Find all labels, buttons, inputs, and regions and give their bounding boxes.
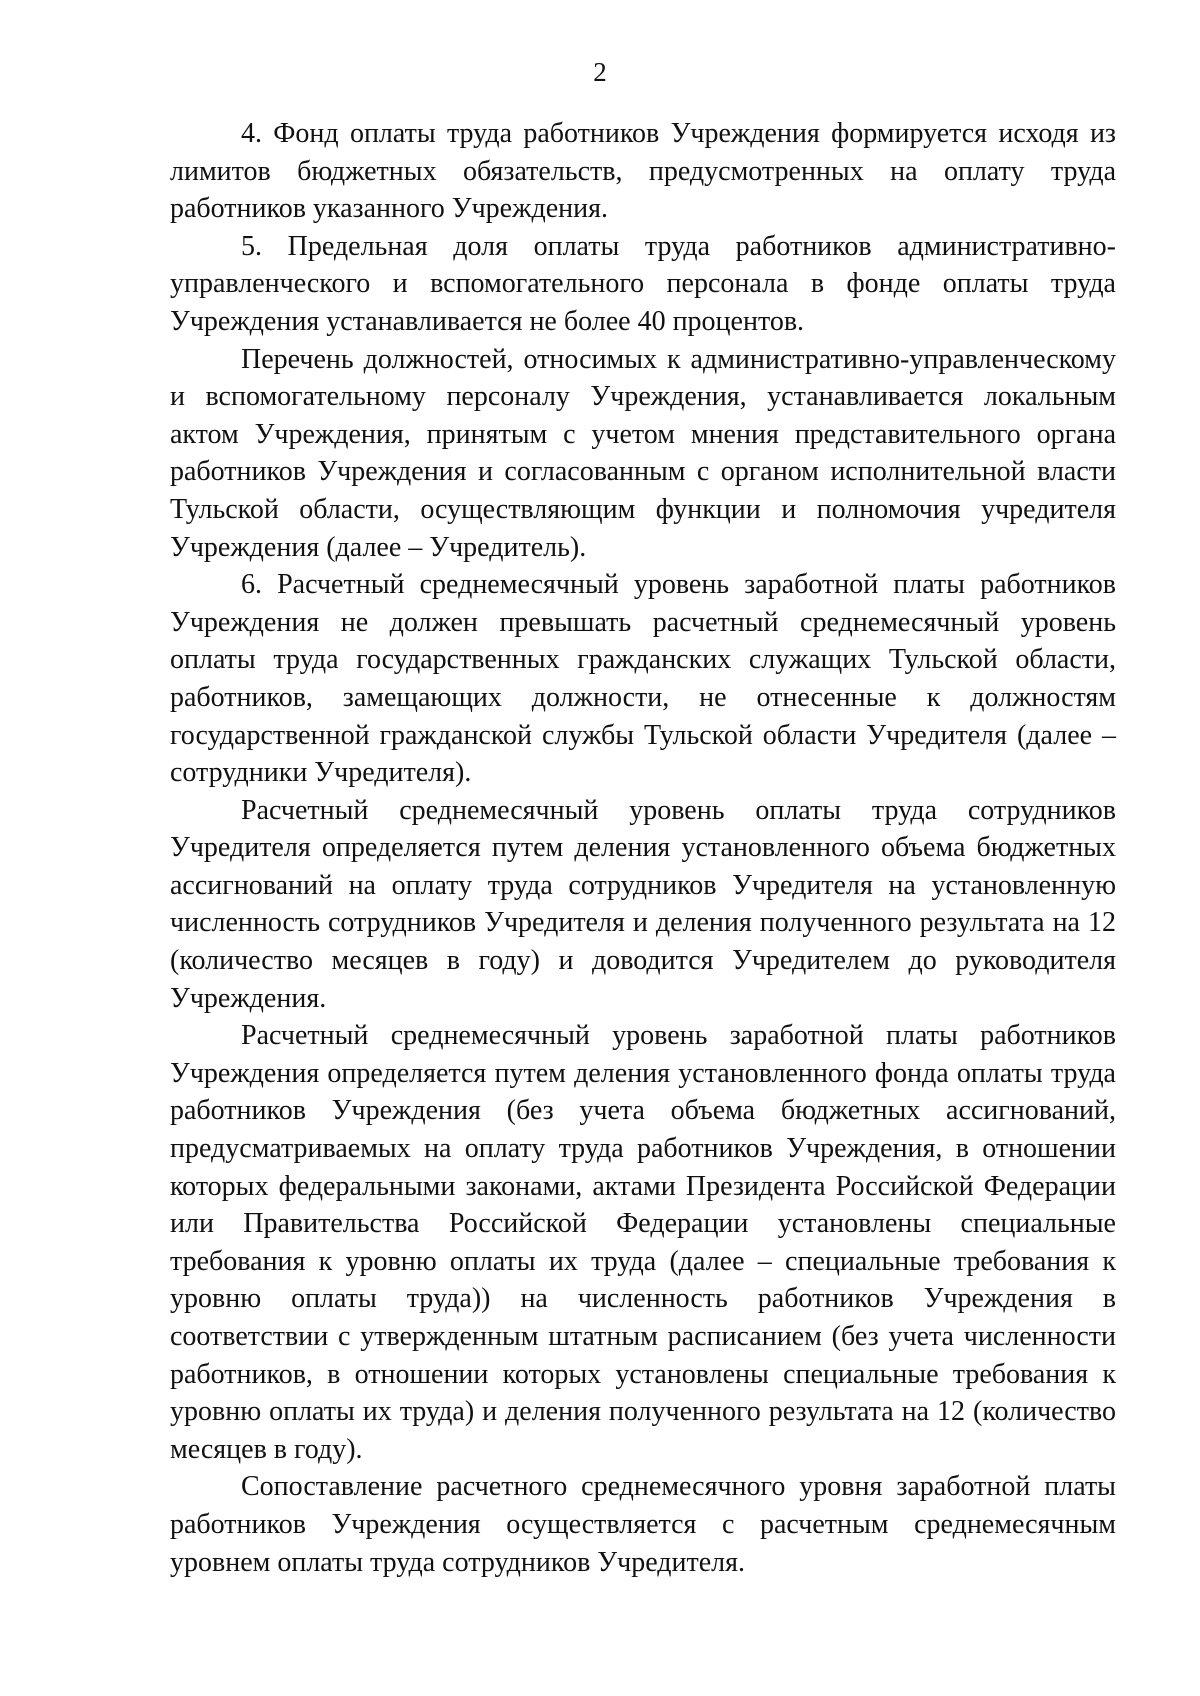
- paragraph-comparison: Сопоставление расчетного среднемесячного уровня заработной платы работников Учреждения осуществляется с расчетным среднемесячным уровнем оплаты труда сотрудников Учредителя.: [170, 1471, 1116, 1578]
- paragraph-6-average-wage: 6. Расчетный среднемесячный уровень заработной платы работников Учреждения не должен превышать расчетный среднемесячный уровень оплаты труда государственных гражданских служащих Тульской области, работников, замещающих должности, не отнесенные к должностям государственной гражданской службы Тульской области Учредителя (далее – сотрудники Учредителя).: [170, 569, 1116, 789]
- paragraph-position-list: Перечень должностей, относимых к административно-управленческому и вспомогательному персоналу Учреждения, устанавливается локальным актом Учреждения, принятым с учетом мнения представительного органа работников Учреждения и согласованным с органом исполнительной власти Тульской области, осуществляющим функции и полномочия учредителя Учреждения (далее – Учредитель).: [170, 343, 1116, 563]
- document-body: [170, 115, 1116, 1581]
- paragraph-institution-wage-calc: Расчетный среднемесячный уровень заработной платы работников Учреждения определяется путем деления установленного фонда оплаты труда работников Учреждения (без учета объема бюджетных ассигнований, предусматриваемых на оплату труда работников Учреждения, в отношении которых федеральными законами, актами Президента Российской Федерации или Правительства Российской Федерации установлены специальные требования к уровню оплаты их труда (далее – специальные требования к уровню оплаты труда)) на численность работников Учреждения в соответствии с утвержденным штатным расписанием (без учета численности работников, в отношении которых установлены специальные требования к уровню оплаты их труда) и деления полученного результата на 12 (количество месяцев в году).: [170, 1020, 1116, 1465]
- page-number: 2: [593, 57, 607, 87]
- paragraph-4-wage-fund: 4. Фонд оплаты труда работников Учреждения формируется исходя из лимитов бюджетных обязательств, предусмотренных на оплату труда работников указанного Учреждения.: [170, 118, 1116, 225]
- paragraph-5-admin-share: 5. Предельная доля оплаты труда работников административно-управленческого и вспомогательного персонала в фонде оплаты труда Учреждения устанавливается не более 40 процентов.: [170, 230, 1116, 337]
- paragraph-founder-staff-pay: Расчетный среднемесячный уровень оплаты труда сотрудников Учредителя определяется путем деления установленного объема бюджетных ассигнований на оплату труда сотрудников Учредителя на установленную численность сотрудников Учредителя и деления полученного результата на 12 (количество месяцев в году) и доводится Учредителем до руководителя Учреждения.: [170, 794, 1116, 1014]
